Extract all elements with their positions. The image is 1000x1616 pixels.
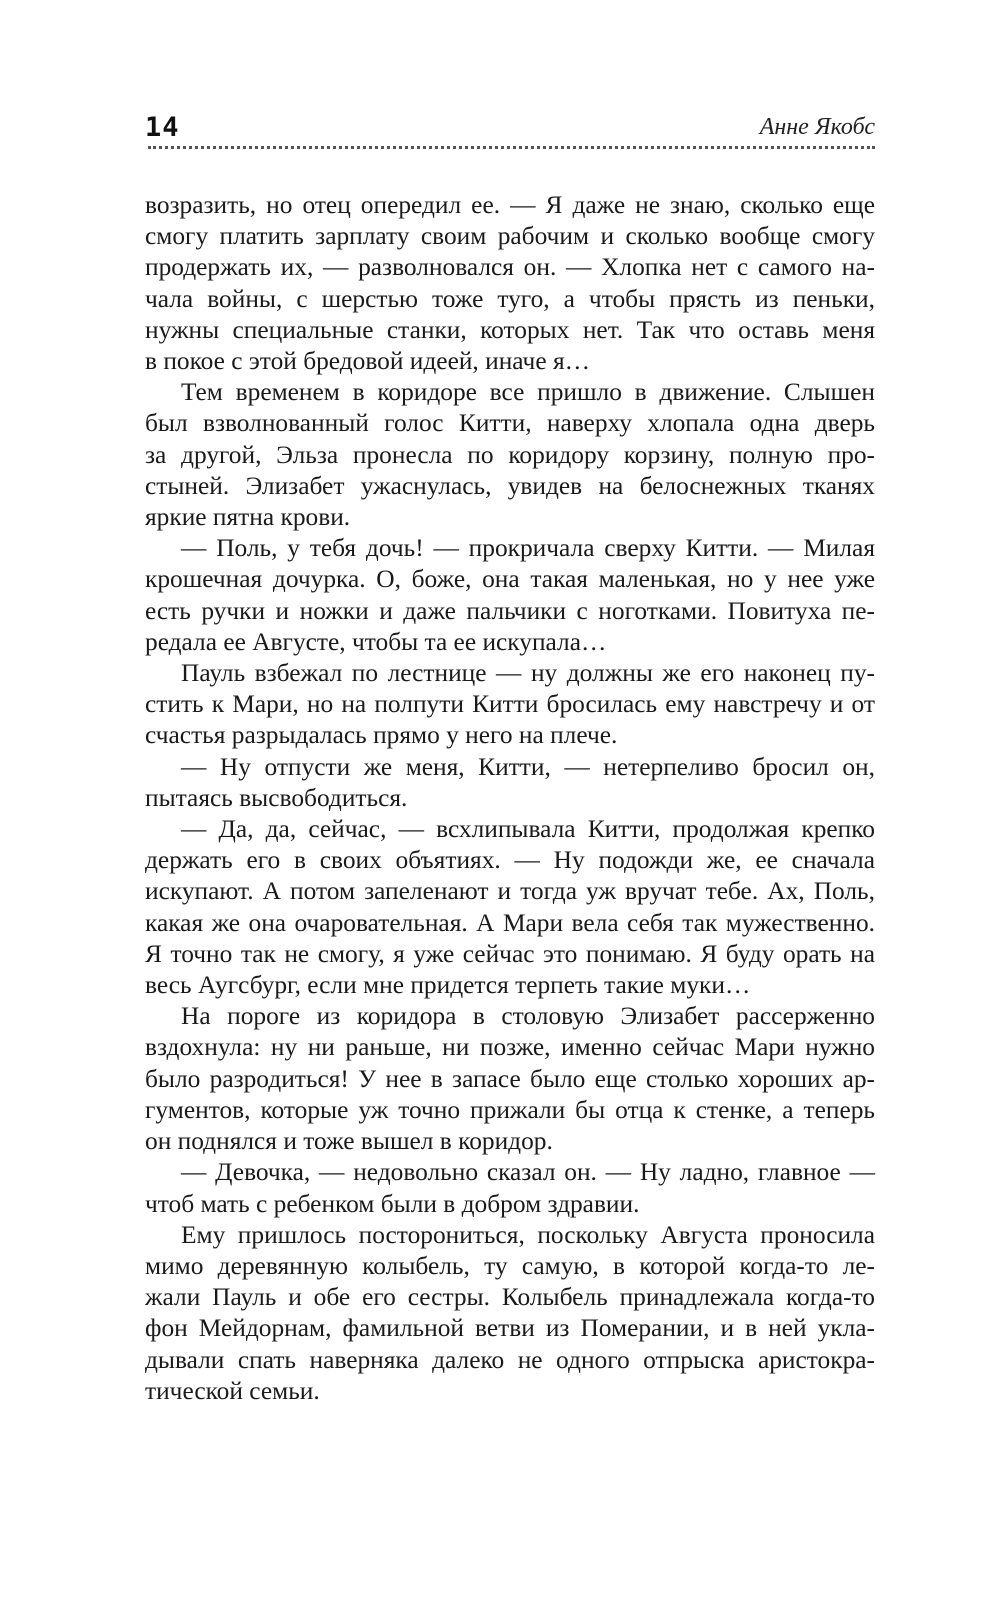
- text-line: — Да, да, сейчас, — всхлипывала Китти, продолжая крепко: [181, 815, 875, 844]
- text-line: нужны специальные станки, которых нет. Так что оставь меня: [145, 315, 875, 344]
- text-line: вздохнула: ну ни раньше, ни позже, именно сейчас Мари нужно: [145, 1033, 875, 1062]
- text-line: жали Пауль и обе его сестры. Колыбель принадлежала когда-то: [145, 1283, 875, 1312]
- text-line: за другой, Эльза пронесла по коридору корзину, полную про-: [145, 440, 875, 469]
- text-line: Тем временем в коридоре все пришло в движение. Слышен: [181, 378, 875, 407]
- text-line: — Поль, у тебя дочь! — прокричала сверху Китти. — Милая: [181, 534, 875, 563]
- text-line: тической семьи.: [145, 1376, 320, 1405]
- text-line: смогу платить зарплату своим рабочим и сколько вообще смогу: [145, 222, 875, 251]
- text-line: — Ну отпусти же меня, Китти, — нетерпеливо бросил он,: [181, 752, 875, 781]
- text-line: держать его в своих объятиях. — Ну подожди же, ее сначала: [145, 846, 875, 875]
- text-line: Ему пришлось посторониться, поскольку Августа проносила: [181, 1220, 875, 1249]
- text-line: возразить, но отец опередил ее. — Я даже не знаю, сколько еще: [145, 191, 875, 219]
- body-text: [145, 190, 875, 1407]
- header-divider: [148, 146, 875, 149]
- text-line: весь Аугсбург, если мне придется терпеть такие муки…: [145, 971, 751, 1000]
- text-line: Я точно так не смогу, я уже сейчас это понимаю. Я буду орать на: [145, 939, 875, 968]
- running-title: Анне Якобс: [759, 114, 875, 140]
- page-number: 14: [145, 112, 180, 143]
- text-line: искупают. А потом запеленают и тогда уж вручат тебе. Ах, Поль,: [145, 877, 875, 906]
- text-line: продержать их, — разволновался он. — Хлопка нет с самого на-: [145, 253, 875, 282]
- text-line: фон Мейдорнам, фамильной ветви из Померании, и в ней укла-: [145, 1314, 875, 1343]
- text-line: чала войны, с шерстью тоже туго, а чтобы прясть из пеньки,: [145, 284, 875, 313]
- text-line: На пороге из коридора в столовую Элизабет рассерженно: [181, 1002, 875, 1031]
- text-line: было разродиться! У нее в запасе было еще столько хороших ар-: [145, 1064, 875, 1093]
- text-line: какая же она очаровательная. А Мари вела себя так мужественно.: [145, 908, 875, 937]
- text-line: редала ее Августе, чтобы та ее искупала…: [145, 627, 607, 656]
- text-line: крошечная дочурка. О, боже, она такая маленькая, но у нее уже: [145, 565, 875, 594]
- text-line: в покое с этой бредовой идеей, иначе я…: [145, 347, 591, 376]
- text-line: стить к Мари, но на полпути Китти бросилась ему навстречу и от: [145, 690, 875, 719]
- text-line: гументов, которые уж точно прижали бы отца к стенке, а теперь: [145, 1095, 875, 1124]
- text-line: он поднялся и тоже вышел в коридор.: [145, 1127, 553, 1156]
- text-line: мимо деревянную колыбель, ту самую, в которой когда-то ле-: [145, 1251, 875, 1280]
- text-line: есть ручки и ножки и даже пальчики с ноготками. Повитуха пе-: [145, 596, 875, 625]
- text-line: чтоб мать с ребенком были в добром здравии.: [145, 1189, 640, 1218]
- text-line: Пауль взбежал по лестнице — ну должны же его наконец пу-: [181, 659, 875, 688]
- text-line: счастья разрыдалась прямо у него на плече.: [145, 721, 618, 750]
- text-line: стыней. Элизабет ужаснулась, увидев на белоснежных тканях: [145, 471, 875, 500]
- text-line: пытаясь высвободиться.: [145, 783, 408, 812]
- text-line: дывали спать наверняка далеко не одного отпрыска аристокра-: [145, 1345, 875, 1374]
- text-line: — Девочка, — недовольно сказал он. — Ну ладно, главное —: [181, 1158, 875, 1187]
- text-line: был взволнованный голос Китти, наверху хлопала одна дверь: [145, 409, 875, 438]
- text-line: яркие пятна крови.: [145, 503, 351, 532]
